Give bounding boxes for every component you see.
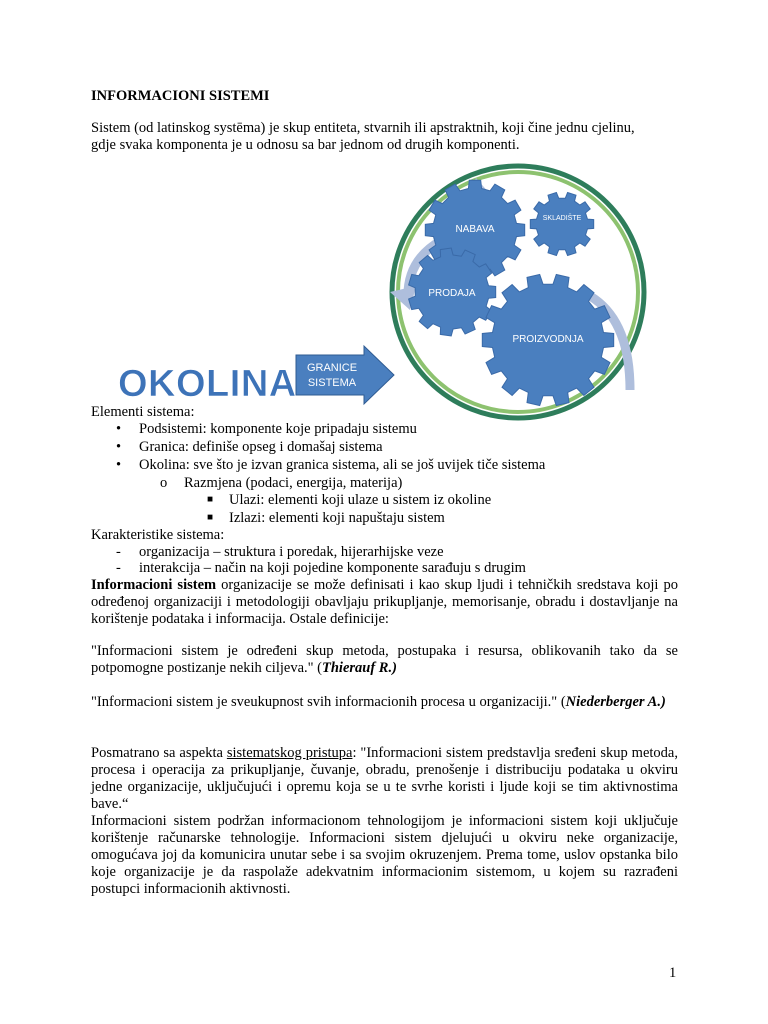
characteristic-item-1: organizacija – struktura i poredak, hijerarhijske veze: [139, 544, 444, 560]
page-title: INFORMACIONI SISTEMI: [91, 88, 270, 104]
is-definition-paragraph: [91, 577, 678, 628]
environment-label: OKOLINA: [118, 363, 297, 405]
systemic-rest: : "Informacioni sistem predstavlja sređeni skup metoda, procesa i operacija za prikupljanje, čuvanje, obradu, prenošenje i distribuciju podataka u okviru jedne organizacije, uključujući i opremu koja se u te svrhe koristi i ljude koji se tim aktivnostima bave.“: [91, 745, 678, 812]
boundary-label-line2: SISTEMA: [307, 377, 357, 389]
quote-thierauf-text: "Informacioni sistem je određeni skup metoda, postupaka i resursa, oblikovanih tako da se potpomogne postizanje nekih ciljeva." (: [91, 643, 678, 676]
systemic-lead: Posmatrano sa aspekta: [91, 745, 227, 761]
is-definition-text: organizacije se može definisati i kao skup ljudi i tehničkih sredstava koji po određenoj organizaciji i metodologiji obavljaju prikupljanje, memorisanje, obradu i dostavljanje na korištenje podataka i informacija. Ostale definicije:: [91, 577, 678, 627]
characteristic-item-2: interakcija – način na koji pojedine komponente sarađuju s drugim: [139, 560, 526, 576]
characteristic-dash-2: -: [116, 560, 121, 576]
output-item: Izlazi: elementi koji napuštaju sistem: [229, 510, 445, 526]
gear-skladiste-shape: [530, 193, 593, 256]
elements-heading: Elementi sistema:: [91, 404, 195, 420]
quote-niederberger: [91, 694, 678, 711]
gear-label-nabava: NABAVA: [455, 224, 495, 235]
element-item-3: Okolina: sve što je izvan granica sistema, ali se još uvijek tiče sistema: [139, 457, 546, 473]
system-diagram: [110, 160, 670, 422]
quote-niederberger-text: "Informacioni sistem je sveukupnost svih informacionih procesa u organizaciji." (: [91, 694, 566, 710]
characteristic-dash-1: -: [116, 544, 121, 560]
boundary-arrow: [296, 346, 394, 404]
boundary-label-line1: GRANICE: [306, 362, 358, 374]
systemic-underlined: sistematskog pristupa: [226, 745, 353, 761]
element-bullet-2: •: [116, 439, 122, 455]
input-bullet: ■: [207, 494, 214, 505]
quote-niederberger-author: Niederberger A.): [565, 694, 666, 710]
gear-label-skladiste: SKLADIŠTE: [542, 215, 582, 222]
output-bullet: ■: [207, 512, 214, 523]
element-bullet-3: •: [116, 457, 122, 473]
exchange-bullet: o: [160, 475, 168, 491]
systemic-approach-paragraph: [91, 745, 678, 813]
quote-thierauf: [91, 643, 678, 677]
exchange-item: Razmjena (podaci, energija, materija): [184, 475, 403, 491]
is-definition-term: Informacioni sistem: [91, 577, 217, 593]
quote-thierauf-author: Thierauf R.): [322, 660, 397, 676]
element-bullet-1: •: [116, 421, 122, 437]
characteristics-heading: Karakteristike sistema:: [91, 527, 225, 543]
closing-paragraph: Informacioni sistem podržan informacionom tehnologijom je informacioni sistem koji uključuje korištenje računarske tehnologije. Informacioni sistem djelujući u okviru neke organizacije, omogućava joj da komunicira unutar sebe i sa svojim okruzenjem. Prema tome, uslov opstanka bilo koje organizacije je da raspolaže adekvatnim informacionim sistemom, u kojem su razrađeni postupci informacionih aktivnosti.: [91, 813, 678, 897]
gear-label-prodaja: PRODAJA: [428, 288, 476, 299]
gear-label-proizvodnja: PROIZVODNJA: [512, 334, 584, 345]
gear-skladiste: [530, 193, 593, 256]
input-item: Ulazi: elementi koji ulaze u sistem iz okoline: [229, 492, 492, 508]
page-number: 1: [669, 965, 677, 981]
element-item-2: Granica: definiše opseg i domašaj sistema: [139, 439, 383, 455]
intro-line-2: gdje svaka komponenta je u odnosu sa bar jednom od drugih komponenti.: [91, 137, 520, 153]
intro-line-1: Sistem (od latinskog systēma) je skup entiteta, stvarnih ili apstraktnih, koji čine jednu cjelinu,: [91, 120, 635, 136]
element-item-1: Podsistemi: komponente koje pripadaju sistemu: [139, 421, 417, 437]
